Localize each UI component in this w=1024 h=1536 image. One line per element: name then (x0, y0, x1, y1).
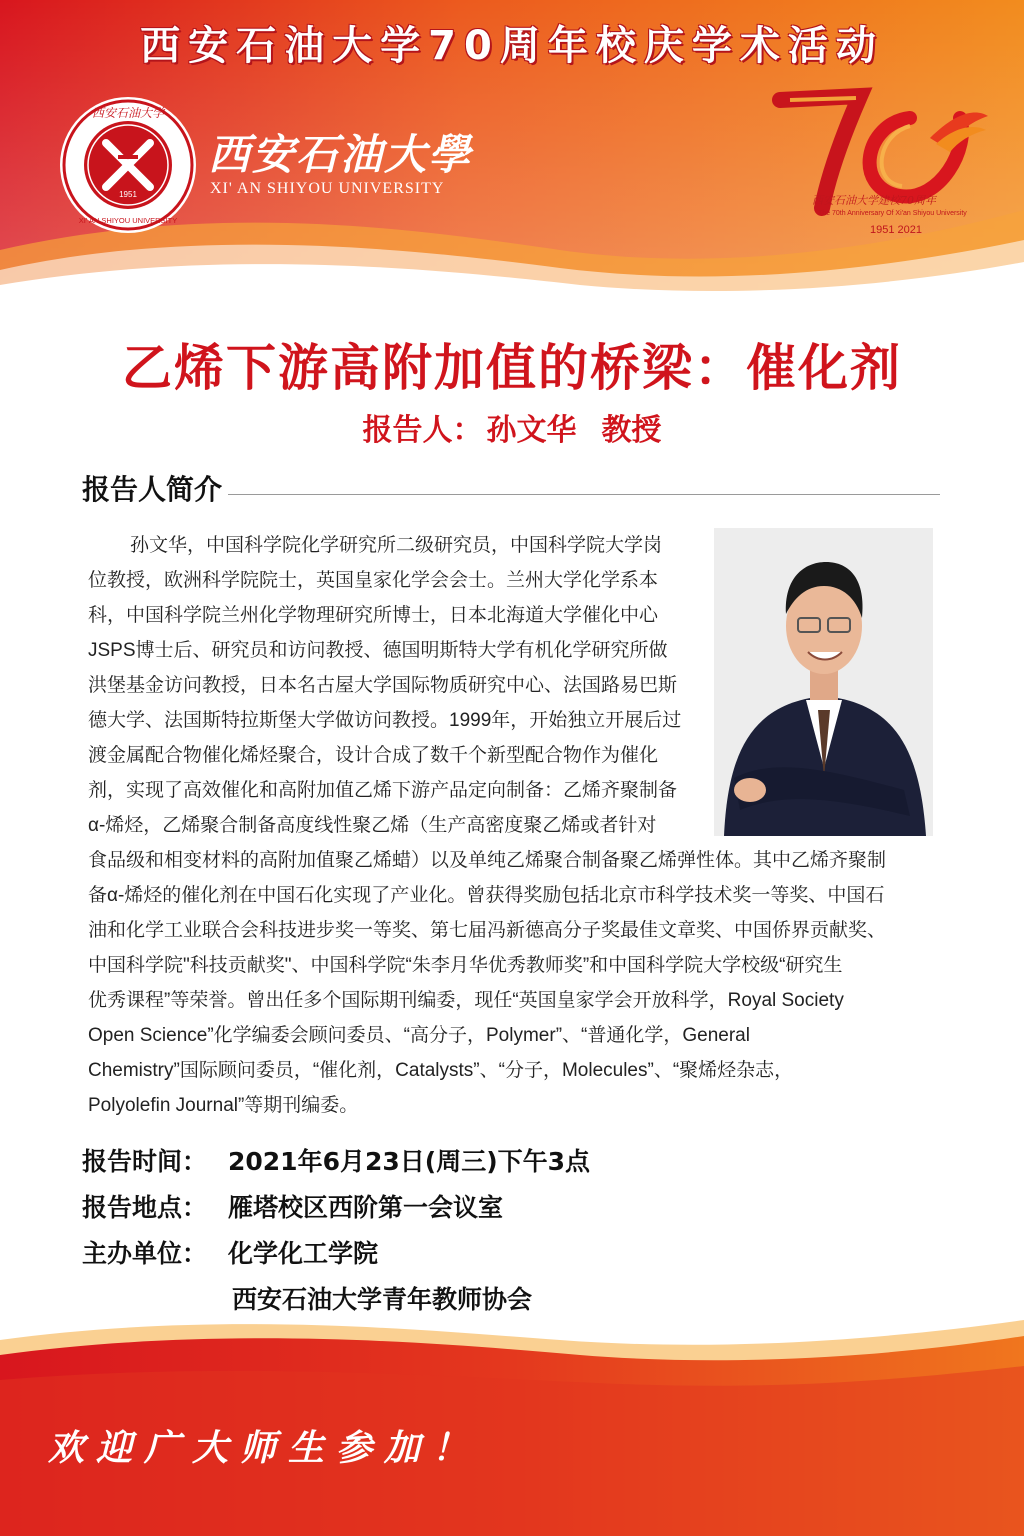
bio-line: Open Science”化学编委会顾问委员、“高分子，Polymer”、“普通化学，General (88, 1025, 750, 1046)
university-seal-icon (58, 95, 198, 235)
place-row (82, 1188, 590, 1234)
host-label: 主办单位： (82, 1239, 208, 1268)
anniversary-text-en: The 70th Anniversary Of Xi'an Shiyou University (818, 210, 967, 217)
bio-line: 食品级和相变材料的高附加值聚乙烯蜡）以及单纯乙烯聚合制备聚乙烯弹性体。其中乙烯齐聚制 (88, 850, 887, 871)
bio-line: Chemistry”国际顾问委员，“催化剂，Catalysts”、“分子，Molecules”、“聚烯烃杂志， (88, 1060, 794, 1081)
bio-heading: 报告人简介 (82, 468, 228, 508)
bio-line: 剂，实现了高效催化和高附加值乙烯下游产品定向制备：乙烯齐聚制备 (88, 780, 678, 801)
bio-line: 孙文华，中国科学院化学研究所二级研究员，中国科学院大学岗 (130, 535, 663, 556)
place-value: 雁塔校区西阶第一会议室 (228, 1193, 504, 1222)
footer-background (0, 1300, 1024, 1536)
bio-line: 渡金属配合物催化烯烃聚合，设计合成了数千个新型配合物作为催化 (88, 745, 659, 766)
bio-line: 德大学、法国斯特拉斯堡大学做访问教授。1999年，开始独立开展后过 (88, 710, 682, 731)
seal-text-en: XI' AN SHIYOU UNIVERSITY (78, 216, 178, 225)
anniversary-70-logo-icon (760, 78, 990, 243)
speaker-line (0, 405, 1024, 449)
bio-line: 位教授，欧洲科学院院士，英国皇家化学会会士。兰州大学化学系本 (88, 570, 659, 591)
talk-title: 乙烯下游高附加值的桥梁：催化剂 (122, 339, 902, 397)
bio-line: 科，中国科学院兰州化学物理研究所博士，日本北海道大学催化中心 (88, 605, 659, 626)
place-label: 报告地点： (82, 1193, 208, 1222)
bio-text (88, 528, 936, 1123)
anniversary-text-cn: 西安石油大学建校70周年 (812, 194, 936, 207)
time-value: 2021年6月23日(周三)下午3点 (228, 1147, 591, 1176)
bio-line: α-烯烃，乙烯聚合制备高度线性聚乙烯（生产高密度聚乙烯或者针对 (88, 815, 657, 836)
speaker-label: 报告人： (362, 413, 483, 448)
host-row (82, 1234, 590, 1280)
banner-title: 西安石油大学70周年校庆学术活动 (140, 23, 884, 69)
bio-line: 油和化学工业联合会科技进步奖一等奖、第七届冯新德高分子奖最佳文章奖、中国侨界贡献奖、 (88, 920, 887, 941)
bio-line: Polyolefin Journal”等期刊编委。 (88, 1095, 359, 1116)
host-value-2: 西安石油大学青年教师协会 (232, 1285, 533, 1314)
speaker-name: 孙文华 (486, 413, 577, 448)
bio-line: 中国科学院"科技贡献奖"、中国科学院“朱李月华优秀教师奖”和中国科学院大学校级“研究生 (88, 955, 843, 976)
time-label: 报告时间： (82, 1147, 208, 1176)
event-details (82, 1142, 590, 1326)
seal-text-cn: 西安石油大学 (91, 106, 165, 120)
time-row (82, 1142, 590, 1188)
host-value-1: 化学化工学院 (228, 1239, 379, 1268)
seal-year: 1951 (119, 190, 137, 199)
bio-line: 优秀课程”等荣誉。曾出任多个国际期刊编委，现任“英国皇家学会开放科学，Royal Society (88, 990, 844, 1011)
university-name-cn: 西安石油大學 (208, 130, 473, 179)
welcome-message: 欢迎广大师生参加！ (48, 1427, 481, 1469)
speaker-rank: 教授 (601, 413, 662, 448)
bio-line: 洪堡基金访问教授，日本名古屋大学国际物质研究中心、法国路易巴斯 (88, 675, 678, 696)
university-name-en: XI' AN SHIYOU UNIVERSITY (210, 180, 445, 197)
anniversary-years: 1951 2021 (870, 224, 922, 236)
bio-line: JSPS博士后、研究员和访问教授、德国明斯特大学有机化学研究所做 (88, 640, 668, 661)
bio-line: 备α-烯烃的催化剂在中国石化实现了产业化。曾获得奖励包括北京市科学技术奖一等奖、中国石 (88, 885, 885, 906)
